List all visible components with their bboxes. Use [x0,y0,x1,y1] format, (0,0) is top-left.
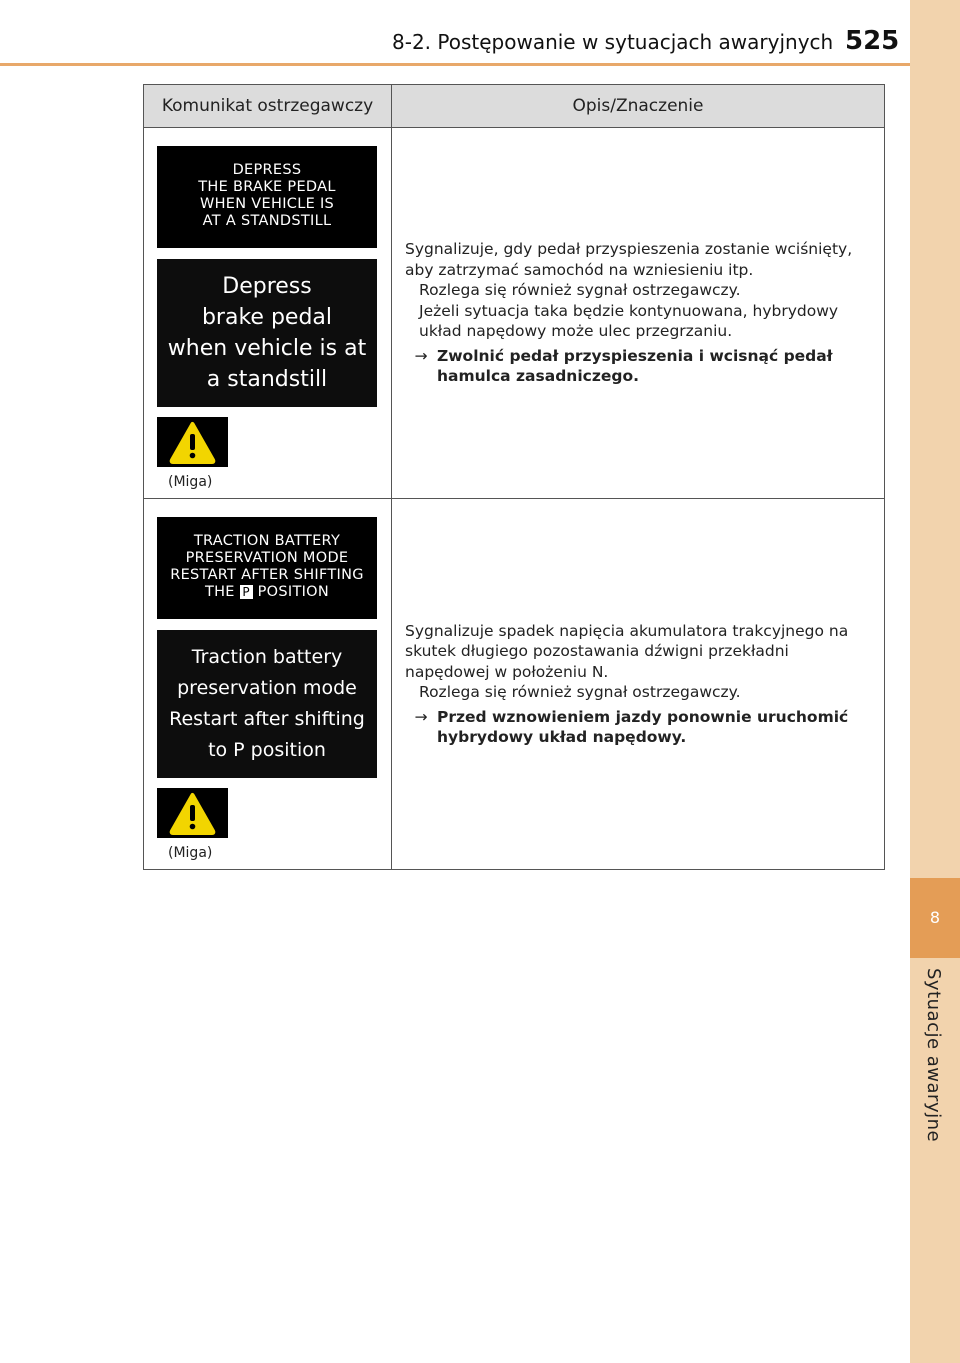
table-header-row [144,85,885,128]
lcd-line: Traction battery [191,646,343,668]
description-note: Rozlega się również sygnał ostrzegawczy. [419,281,741,300]
page-number: 525 [845,26,900,56]
lcd-line: preservation mode [177,677,357,699]
arrow-icon: → [414,346,428,365]
icon-caption: (Miga) [168,845,213,861]
lcd-word: POSITION [257,584,330,600]
description-note: Jeżeli sytuacja taka będzie kontynuowana, hybrydowy układ napędowy może ulec przegrzaniu. [419,301,839,341]
header-divider [0,63,910,66]
lcd-line: to P position [208,739,326,761]
page-header-title: 8-2. Postępowanie w sytuacjach awaryjnych [392,30,834,54]
table-row [144,499,885,870]
description-cell [392,128,885,499]
action-text: Zwolnić pedał przyspieszenia i wcisnąć pedał hamulca zasadniczego. [437,346,833,386]
lcd-display-color [157,259,377,407]
lcd-display-monochrome [157,146,377,248]
warning-triangle-icon [157,788,228,838]
warning-message-table [143,84,885,870]
arrow-icon: → [414,707,428,726]
lcd-line: RESTART AFTER SHIFTING [170,567,364,583]
action-text: Przed wznowieniem jazdy ponownie uruchomić hybrydowy układ napędowy. [437,707,849,746]
header-cell-description: Opis/Znaczenie [392,85,885,128]
lcd-line [157,584,377,601]
lcd-line: AT A STANDSTILL [202,213,332,229]
description-intro: Sygnalizuje, gdy pedał przyspieszenia zostanie wciśnięty, aby zatrzymać samochód na wzniesieniu itp. [405,240,853,279]
table-row [144,128,885,499]
lcd-line: Depress [222,274,312,299]
side-tab-bar [910,0,960,1363]
lcd-line: Restart after shifting [169,708,365,730]
header-cell-message: Komunikat ostrzegawczy [144,85,392,128]
lcd-display-color [157,630,377,778]
chapter-number-box: 8 [910,878,960,958]
chapter-label: Sytuacje awaryjne [923,968,944,1143]
message-cell [144,499,392,870]
description-note: Rozlega się również sygnał ostrzegawczy. [419,683,741,701]
icon-caption: (Miga) [168,474,213,490]
lcd-line: WHEN VEHICLE IS [199,196,335,212]
lcd-word: THE [204,584,235,600]
lcd-line: a standstill [206,367,328,392]
p-position-icon: P [240,585,253,599]
description-intro: Sygnalizuje spadek napięcia akumulatora trakcyjnego na skutek długiego pozostawania dźwigni przekładni napędowej w położeniu N. [405,621,849,681]
lcd-line: DEPRESS [232,162,302,178]
lcd-line: brake pedal [201,305,333,330]
lcd-line: when vehicle is at [167,336,367,361]
lcd-display-monochrome [157,517,377,619]
lcd-line: PRESERVATION MODE [185,550,349,566]
lcd-line: THE BRAKE PEDAL [198,179,336,195]
description-cell [392,499,885,870]
lcd-line: TRACTION BATTERY [193,533,341,549]
warning-triangle-icon [157,417,228,467]
message-cell [144,128,392,499]
